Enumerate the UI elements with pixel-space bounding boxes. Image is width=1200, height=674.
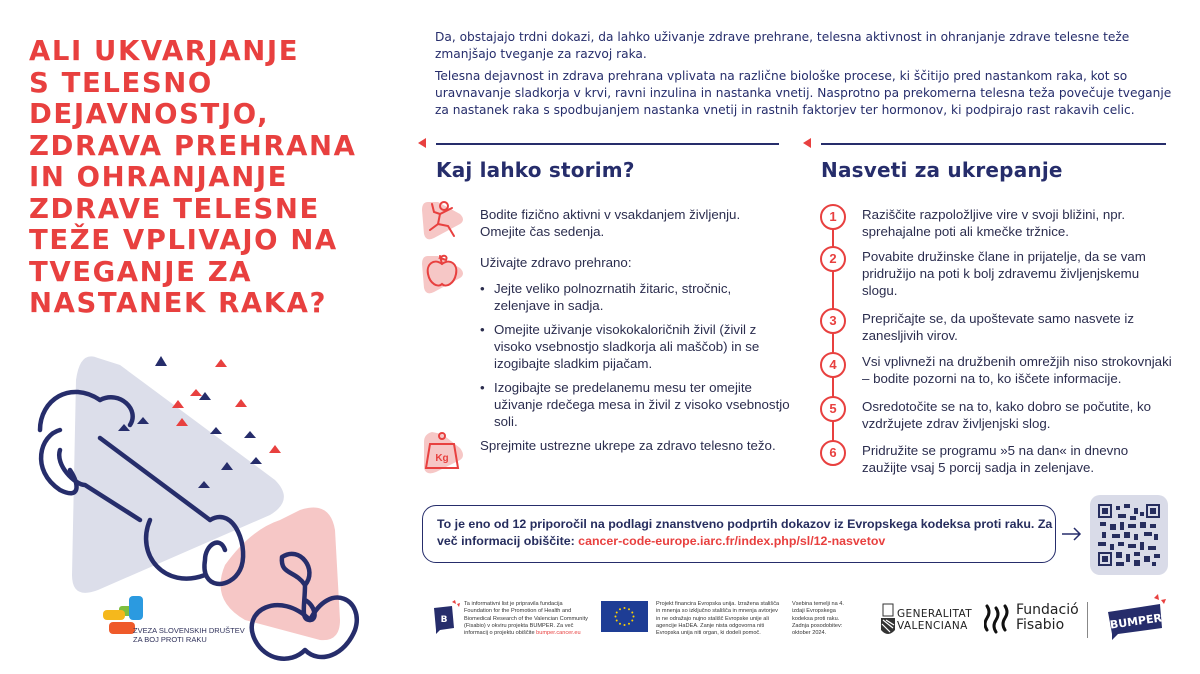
diet-bullet: • Jejte veliko polnozrnatih žitaric, stročnic, zelenjave in sadja.	[480, 280, 790, 314]
title-line: S TELESNO	[29, 66, 213, 99]
title-line: NASTANEK RAKA?	[29, 287, 328, 319]
tip-text-5: Osredotočite se na to, kako dobro se počutite, ko vzdržujete zdrav življenjski slog.	[862, 399, 1152, 431]
cta-text: To je eno od 12 priporočil na podlagi znanstveno podprtih dokazov iz Evropskega kodeksa proti raku. Za več informacij obiščite:	[437, 517, 1053, 548]
diet-intro: Uživajte zdravo prehrano:	[480, 255, 632, 270]
tip-number-1: 1	[820, 204, 846, 230]
bumper-label: BUMPER	[1109, 611, 1163, 632]
zveza-line: ZA BOJ PROTI RAKU	[133, 635, 207, 644]
tips-heading: Nasveti za ukrepanje	[821, 158, 1063, 182]
page-title	[29, 36, 409, 320]
section-divider	[821, 143, 1166, 145]
zveza-text	[133, 626, 245, 644]
what-can-i-do-heading: Kaj lahko storim?	[436, 158, 635, 182]
kg-label: Kg	[435, 453, 449, 464]
generalitat-valenciana-logo	[897, 608, 972, 632]
diet-block	[480, 254, 790, 437]
edition-note: Vsebina temelji na 4. izdaji Evropskega kodeksa proti raku. Zadnja posodobitev: oktober 2024.	[792, 601, 844, 637]
qr-code[interactable]	[1090, 495, 1168, 575]
tip-number-3: 3	[820, 308, 846, 334]
section-divider	[436, 143, 779, 145]
tip-number-5: 5	[820, 396, 846, 422]
title-line: TVEGANJE ZA	[29, 255, 253, 288]
title-line: DEJAVNOSTJO,	[29, 98, 270, 130]
tip-number-6: 6	[820, 440, 846, 466]
bumper-logo	[1104, 594, 1168, 640]
bumper-link[interactable]: bumper.cancer.eu	[536, 630, 581, 637]
running-person-icon	[418, 196, 466, 244]
red-triangle-mark	[801, 137, 813, 149]
generalitat-line: GENERALITAT	[897, 608, 973, 620]
fisabio-note	[464, 601, 588, 637]
fundacio-fisabio-logo	[1016, 603, 1079, 633]
zveza-line: ZVEZA SLOVENSKIH DRUŠTEV	[133, 626, 245, 635]
title-line: TEŽE VPLIVAJO NA	[29, 224, 338, 256]
tip-text-6: Pridružite se programu »5 na dan« in dnevno zaužijte vsaj 5 porcij sadja in zelenjave.	[862, 443, 1129, 475]
qr-code-pattern	[1098, 503, 1160, 567]
bumper-b-badge-icon	[432, 600, 460, 634]
diet-bullet: • Izogibajte se predelanemu mesu ter omejite uživanje rdečega mesa in živil z visoko vsebnostjo soli.	[480, 379, 790, 430]
kg-weight-icon	[418, 428, 466, 476]
diet-bullet-list	[480, 280, 790, 430]
eu-flag-icon	[601, 601, 648, 632]
tip-text-1: Raziščite razpoložljive vire v svoji bližini, npr. sprehajalne poti ali kmečke tržnice.	[862, 207, 1126, 239]
red-triangle-mark	[416, 137, 428, 149]
logo-separator	[1087, 602, 1088, 638]
title-line: ZDRAVA PREHRANA	[29, 129, 357, 162]
fisabio-dots-icon	[984, 604, 1012, 636]
weight-text: Sprejmite ustrezne ukrepe za zdravo telesno težo.	[480, 438, 776, 453]
intro-paragraph: Da, obstajajo trdni dokazi, da lahko uživanje zdrave prehrane, telesna aktivnost in ohranjanje zdrave telesne teže zmanjšajo tveganje za razvoj raka.	[435, 30, 1130, 61]
tip-number-4: 4	[820, 352, 846, 378]
activity-text: Bodite fizično aktivni v vsakdanjem življenju. Omejite čas sedenja.	[480, 207, 741, 239]
tip-number-2: 2	[820, 246, 846, 272]
fisabio-line: Fundació	[1016, 602, 1079, 618]
generalitat-crest-icon	[880, 602, 896, 638]
tip-text-4: Vsi vplivneži na družbenih omrežjih niso strokovnjaki – bodite pozorni na to, ko iščete informacije.	[862, 354, 1172, 386]
tip-text-3: Prepričajte se, da upoštevate samo nasvete iz zanesljivih virov.	[862, 311, 1134, 343]
diet-bullet: • Omejite uživanje visokokaloričnih živil (živil z visoko vsebnostjo sladkorja ali maščob) in se izogibajte sladkim pijačam.	[480, 321, 790, 372]
eu-funding-note: Projekt financira Evropska unija. Izražena stališča in mnenja so izključno stališča in mnenja avtorjev in ne odražajo nujno stališč Evropske unije ali agencije HaDEA. Zanje nista odgovorna niti Evropska unija niti organ, ki dodeli pomoč.	[656, 601, 780, 637]
svg-text:B: B	[440, 615, 448, 625]
intro-text	[435, 29, 1175, 124]
generalitat-line: VALENCIANA	[897, 620, 968, 632]
cta-box	[422, 505, 1056, 563]
title-line: ZDRAVE TELESNE	[29, 192, 320, 225]
title-line: IN OHRANJANJE	[29, 161, 289, 193]
fisabio-line: Fisabio	[1016, 617, 1065, 633]
title-line: ALI UKVARJANJE	[29, 35, 300, 67]
intro-paragraph: Telesna dejavnost in zdrava prehrana vplivata na različne biološke procese, ki ščitijo pred nastankom raka, kot so uravnavanje sladkorja v krvi, ravni inzulina in nastanka vnetij. Nasprotno pa prekomerna telesna teža povečuje tveganje za nastanek raka s spodbujanjem nastanka vnetij in rastnih faktorjev ter hormonov, ki podpirajo rast rakavih celic.	[435, 69, 1172, 117]
fisabio-note-text: Ta informativni list je pripravila fundacija Foundation for the Promotion of Health and Biomedical Research of the Valencian Community (Fisabio) v okviru projekta BUMPER. Za več informacij o projektu obiščite	[464, 601, 588, 637]
arrow-right-icon	[1060, 524, 1084, 544]
cta-link[interactable]: cancer-code-europe.iarc.fr/index.php/sl/12-nasvetov	[578, 534, 886, 548]
tip-text-2: Povabite družinske člane in prijatelje, da se vam pridružijo na poti k bolj zdravemu življenjskemu slogu.	[862, 249, 1146, 298]
apple-icon	[418, 250, 466, 298]
